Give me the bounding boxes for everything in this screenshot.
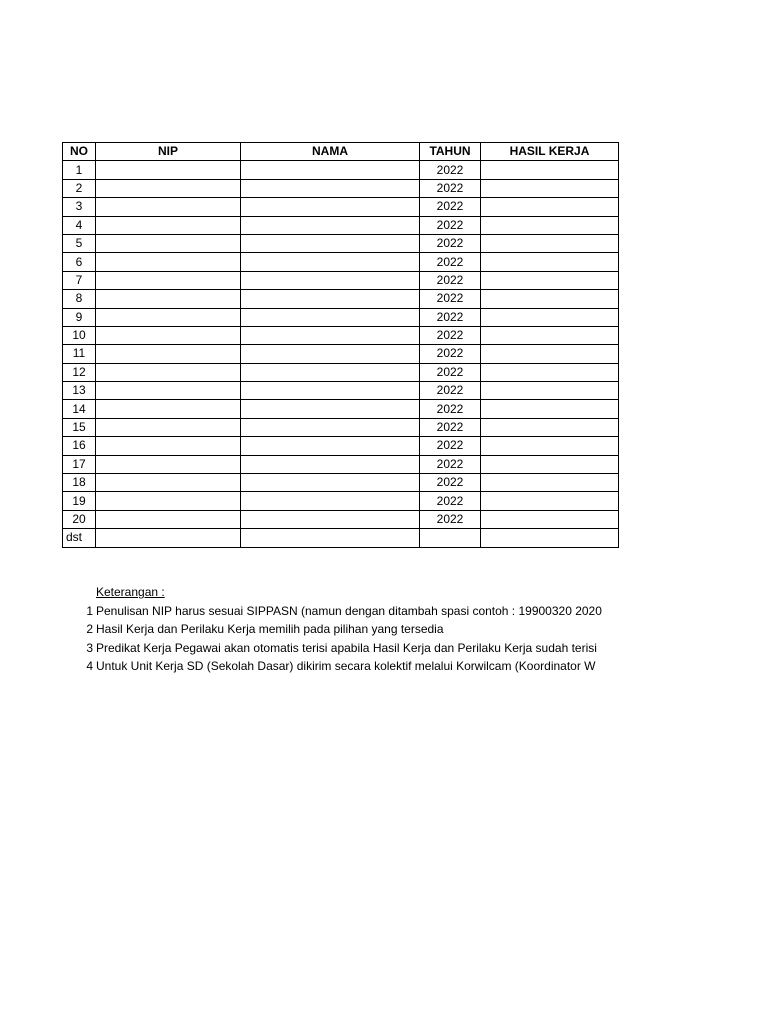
table-row — [63, 510, 619, 528]
cell-nip[interactable] — [96, 271, 241, 289]
note-item — [62, 639, 618, 658]
header-nama: NAMA — [241, 143, 420, 161]
cell-hasil-kerja[interactable] — [481, 492, 619, 510]
table-row — [63, 437, 619, 455]
table-row — [63, 529, 619, 547]
cell-no: 15 — [63, 418, 96, 436]
cell-nama[interactable] — [241, 198, 420, 216]
table-row — [63, 179, 619, 197]
note-text: Predikat Kerja Pegawai akan otomatis terisi apabila Hasil Kerja dan Perilaku Kerja sudah terisi — [96, 640, 597, 655]
cell-no: 6 — [63, 253, 96, 271]
cell-nama[interactable] — [241, 400, 420, 418]
cell-no: 13 — [63, 382, 96, 400]
cell-nama[interactable] — [241, 326, 420, 344]
note-text: Hasil Kerja dan Perilaku Kerja memilih pada pilihan yang tersedia — [96, 622, 444, 636]
note-number: 1 — [86, 603, 93, 618]
cell-no: 14 — [63, 400, 96, 418]
cell-no: 20 — [63, 510, 96, 528]
table-row — [63, 382, 619, 400]
note-item — [62, 620, 618, 639]
cell-hasil-kerja[interactable] — [481, 326, 619, 344]
cell-hasil-kerja[interactable] — [481, 529, 619, 547]
cell-no: 11 — [63, 345, 96, 363]
table-row — [63, 308, 619, 326]
cell-hasil-kerja[interactable] — [481, 474, 619, 492]
cell-hasil-kerja[interactable] — [481, 161, 619, 179]
cell-nama[interactable] — [241, 234, 420, 252]
table-row — [63, 474, 619, 492]
cell-nama[interactable] — [241, 382, 420, 400]
cell-no: 5 — [63, 234, 96, 252]
cell-no: 1 — [63, 161, 96, 179]
table-row — [63, 161, 619, 179]
table-row — [63, 363, 619, 381]
note-item — [62, 602, 618, 621]
table-header-row — [63, 143, 619, 161]
cell-hasil-kerja[interactable] — [481, 253, 619, 271]
cell-no: 12 — [63, 363, 96, 381]
cell-nip[interactable] — [96, 382, 241, 400]
cell-nip[interactable] — [96, 326, 241, 344]
table-row — [63, 418, 619, 436]
cell-nip[interactable] — [96, 529, 241, 547]
cell-tahun: 2022 — [420, 455, 481, 473]
cell-nama[interactable] — [241, 161, 420, 179]
note-number: 3 — [86, 640, 93, 655]
cell-nip[interactable] — [96, 198, 241, 216]
cell-nama[interactable] — [241, 510, 420, 528]
header-hasil-kerja: HASIL KERJA — [481, 143, 619, 161]
cell-tahun: 2022 — [420, 271, 481, 289]
cell-nip[interactable] — [96, 455, 241, 473]
cell-nama[interactable] — [241, 271, 420, 289]
header-nip: NIP — [96, 143, 241, 161]
cell-tahun: 2022 — [420, 161, 481, 179]
cell-hasil-kerja[interactable] — [481, 198, 619, 216]
cell-tahun: 2022 — [420, 382, 481, 400]
cell-no: 19 — [63, 492, 96, 510]
cell-hasil-kerja[interactable] — [481, 382, 619, 400]
cell-tahun — [420, 529, 481, 547]
cell-no: 2 — [63, 179, 96, 197]
cell-hasil-kerja[interactable] — [481, 345, 619, 363]
cell-nama[interactable] — [241, 308, 420, 326]
cell-nip[interactable] — [96, 308, 241, 326]
cell-no: 17 — [63, 455, 96, 473]
cell-nama[interactable] — [241, 492, 420, 510]
note-text: Untuk Unit Kerja SD (Sekolah Dasar) dikirim secara kolektif melalui Korwilcam (Koordinator W — [96, 659, 596, 673]
cell-nama[interactable] — [241, 474, 420, 492]
cell-nip[interactable] — [96, 290, 241, 308]
cell-hasil-kerja[interactable] — [481, 363, 619, 381]
cell-nama[interactable] — [241, 253, 420, 271]
cell-nip[interactable] — [96, 234, 241, 252]
cell-no: 8 — [63, 290, 96, 308]
cell-tahun: 2022 — [420, 216, 481, 234]
cell-nama[interactable] — [241, 529, 420, 547]
cell-tahun: 2022 — [420, 418, 481, 436]
cell-nama[interactable] — [241, 290, 420, 308]
cell-nama[interactable] — [241, 455, 420, 473]
cell-nip[interactable] — [96, 474, 241, 492]
notes-title: Keterangan : — [96, 585, 165, 599]
cell-tahun: 2022 — [420, 179, 481, 197]
cell-nip[interactable] — [96, 400, 241, 418]
cell-no: 18 — [63, 474, 96, 492]
cell-hasil-kerja[interactable] — [481, 308, 619, 326]
cell-nip[interactable] — [96, 363, 241, 381]
cell-hasil-kerja[interactable] — [481, 400, 619, 418]
table-row — [63, 290, 619, 308]
cell-tahun: 2022 — [420, 308, 481, 326]
cell-hasil-kerja[interactable] — [481, 271, 619, 289]
cell-nama[interactable] — [241, 363, 420, 381]
cell-tahun: 2022 — [420, 363, 481, 381]
cell-nip[interactable] — [96, 179, 241, 197]
cell-nip[interactable] — [96, 418, 241, 436]
cell-no: 4 — [63, 216, 96, 234]
cell-tahun: 2022 — [420, 400, 481, 418]
cell-tahun: 2022 — [420, 290, 481, 308]
table-row — [63, 234, 619, 252]
cell-nip[interactable] — [96, 345, 241, 363]
cell-nama[interactable] — [241, 179, 420, 197]
note-text: Penulisan NIP harus sesuai SIPPASN (namun dengan ditambah spasi contoh : 19900320 2020 — [96, 603, 602, 618]
cell-no: 7 — [63, 271, 96, 289]
cell-hasil-kerja[interactable] — [481, 418, 619, 436]
cell-no: 16 — [63, 437, 96, 455]
employee-table — [62, 142, 619, 548]
cell-nip[interactable] — [96, 492, 241, 510]
table-row — [63, 216, 619, 234]
header-tahun: TAHUN — [420, 143, 481, 161]
cell-hasil-kerja[interactable] — [481, 216, 619, 234]
note-item — [62, 657, 618, 676]
table-row — [63, 345, 619, 363]
cell-tahun: 2022 — [420, 510, 481, 528]
cell-tahun: 2022 — [420, 234, 481, 252]
cell-tahun: 2022 — [420, 437, 481, 455]
cell-nama[interactable] — [241, 345, 420, 363]
cell-tahun: 2022 — [420, 253, 481, 271]
table-row — [63, 198, 619, 216]
table-row — [63, 253, 619, 271]
cell-no: 9 — [63, 308, 96, 326]
cell-hasil-kerja[interactable] — [481, 179, 619, 197]
cell-nip[interactable] — [96, 216, 241, 234]
cell-nip[interactable] — [96, 437, 241, 455]
cell-hasil-kerja[interactable] — [481, 510, 619, 528]
cell-nip[interactable] — [96, 161, 241, 179]
cell-nama[interactable] — [241, 437, 420, 455]
note-number: 2 — [86, 622, 93, 636]
cell-tahun: 2022 — [420, 198, 481, 216]
cell-nip[interactable] — [96, 510, 241, 528]
cell-nama[interactable] — [241, 418, 420, 436]
cell-no: dst — [63, 529, 96, 547]
cell-no: 10 — [63, 326, 96, 344]
table-row — [63, 455, 619, 473]
cell-tahun: 2022 — [420, 326, 481, 344]
cell-hasil-kerja[interactable] — [481, 455, 619, 473]
cell-hasil-kerja[interactable] — [481, 290, 619, 308]
cell-nama[interactable] — [241, 216, 420, 234]
cell-tahun: 2022 — [420, 492, 481, 510]
cell-no: 3 — [63, 198, 96, 216]
cell-tahun: 2022 — [420, 474, 481, 492]
cell-nip[interactable] — [96, 253, 241, 271]
table-row — [63, 326, 619, 344]
table-row — [63, 492, 619, 510]
table-row — [63, 400, 619, 418]
notes-section — [62, 583, 618, 676]
header-no: NO — [63, 143, 96, 161]
cell-hasil-kerja[interactable] — [481, 234, 619, 252]
cell-tahun: 2022 — [420, 345, 481, 363]
cell-hasil-kerja[interactable] — [481, 437, 619, 455]
table-row — [63, 271, 619, 289]
note-number: 4 — [86, 659, 93, 673]
